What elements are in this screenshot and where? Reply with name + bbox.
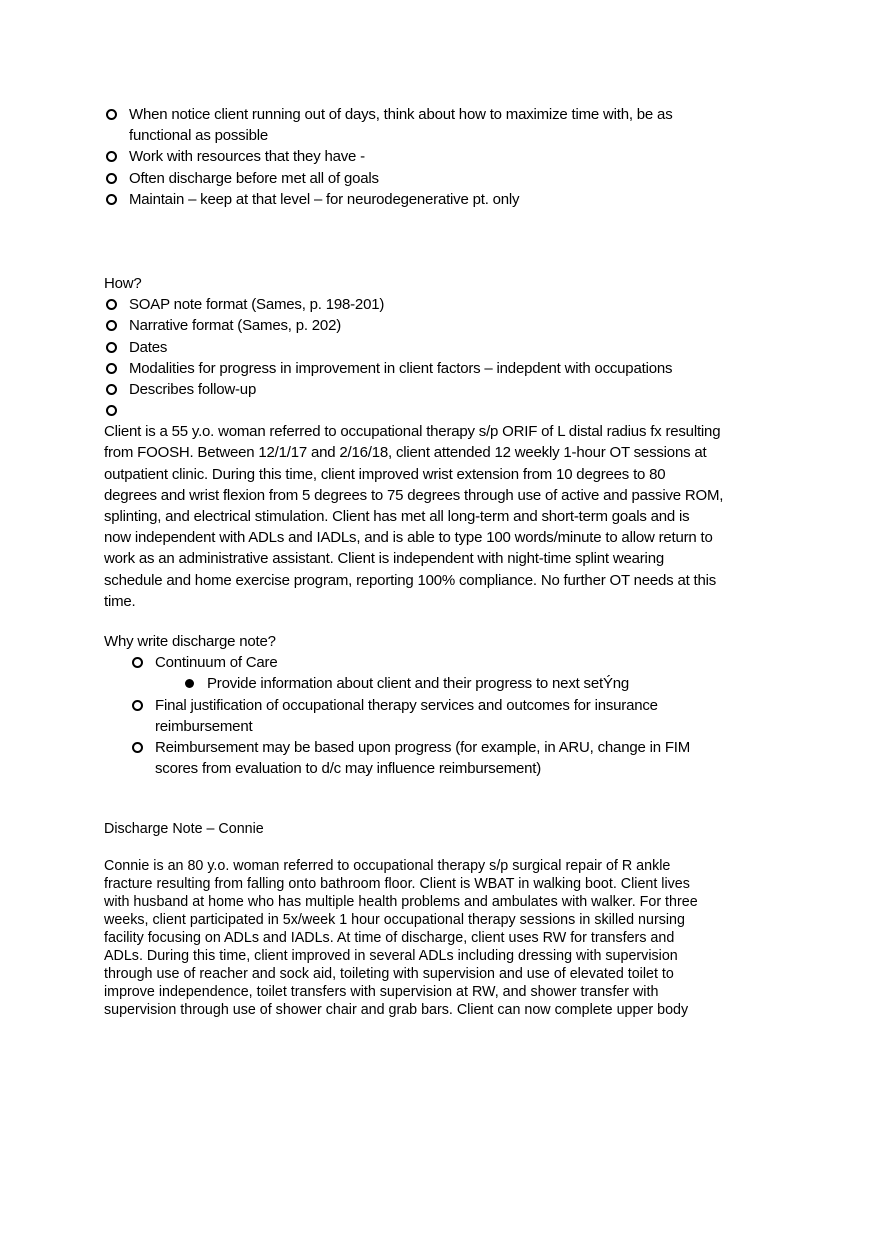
hollow-bullet-icon	[132, 657, 143, 668]
list-item	[104, 104, 673, 125]
bullet-text-continuation: reimbursement	[155, 717, 253, 735]
paragraph-line: supervision through use of shower chair and grab bars. Client can now complete upper body	[104, 1002, 689, 1018]
hollow-bullet-icon	[106, 384, 117, 395]
bullet-text: Narrative format (Sames, p. 202)	[129, 317, 342, 335]
bullet-text: Work with resources that they have -	[129, 148, 365, 166]
list-item	[104, 294, 723, 315]
hollow-bullet-icon	[106, 342, 117, 353]
paragraph-line: now independent with ADLs and IADLs, and is able to type 100 words/minute to allow return to	[104, 529, 713, 547]
paragraph-line: facility focusing on ADLs and IADLs. At time of discharge, client uses RW for transfers and	[104, 930, 675, 946]
hollow-bullet-icon	[106, 405, 117, 416]
hollow-bullet-icon	[106, 299, 117, 310]
paragraph-line: weeks, client participated in 5x/week 1 hour occupational therapy sessions in skilled nursing	[104, 912, 685, 928]
bullet-text: SOAP note format (Sames, p. 198-201)	[129, 296, 385, 314]
filled-bullet-icon	[185, 679, 194, 688]
paragraph-line: outpatient clinic. During this time, client improved wrist extension from 10 degrees to 80	[104, 465, 666, 483]
hollow-bullet-icon	[106, 109, 117, 120]
paragraph-line: Client is a 55 y.o. woman referred to occupational therapy s/p ORIF of L distal radius fx resulting	[104, 423, 721, 441]
paragraph-line: from FOOSH. Between 12/1/17 and 2/16/18, client attended 12 weekly 1-hour OT sessions at	[104, 444, 707, 462]
list-item	[104, 379, 723, 400]
hollow-bullet-icon	[106, 363, 117, 374]
paragraph-line: schedule and home exercise program, reporting 100% compliance. No further OT needs at this	[104, 571, 717, 589]
bullet-text: Describes follow-up	[129, 381, 257, 399]
bullet-text: Provide information about client and their progress to next setÝng	[207, 675, 630, 693]
bullet-text: Modalities for progress in improvement in client factors – indepdent with occupations	[129, 359, 673, 377]
paragraph-line: degrees and wrist flexion from 5 degrees to 75 degrees through use of active and passive ROM,	[104, 486, 724, 504]
hollow-bullet-icon	[106, 320, 117, 331]
paragraph-line: work as an administrative assistant. Client is independent with night-time splint wearing	[104, 550, 664, 568]
client-paragraph	[104, 421, 723, 612]
list-item	[104, 146, 673, 167]
hollow-bullet-icon	[106, 151, 117, 162]
why-section	[104, 631, 690, 779]
bullet-text: Reimbursement may be based upon progress (for example, in ARU, change in FIM	[155, 739, 691, 757]
paragraph-line: with husband at home who has multiple health problems and ambulates with walker. For three	[104, 894, 698, 910]
list-item	[104, 337, 723, 358]
hollow-bullet-icon	[132, 742, 143, 753]
bullet-text: Continuum of Care	[155, 654, 278, 672]
list-item	[104, 737, 690, 758]
connie-section	[104, 820, 698, 1019]
bullet-text: Often discharge before met all of goals	[129, 169, 379, 187]
why-heading: Why write discharge note?	[104, 633, 276, 650]
paragraph-line: ADLs. During this time, client improved in several ADLs including dressing with supervision	[104, 948, 678, 964]
list-item	[104, 695, 690, 716]
bullet-text-continuation: functional as possible	[129, 127, 269, 145]
list-item	[104, 168, 673, 189]
how-heading: How?	[104, 275, 142, 292]
paragraph-line: Connie is an 80 y.o. woman referred to occupational therapy s/p surgical repair of R ankle	[104, 858, 671, 874]
bullet-text-continuation: scores from evaluation to d/c may influence reimbursement)	[155, 760, 542, 778]
paragraph-line: time.	[104, 592, 136, 610]
hollow-bullet-icon	[132, 700, 143, 711]
hollow-bullet-icon	[106, 173, 117, 184]
list-item	[104, 315, 723, 336]
paragraph-line: through use of reacher and sock aid, toileting with supervision and use of elevated toilet to	[104, 966, 674, 982]
bullet-text: Maintain – keep at that level – for neurodegenerative pt. only	[129, 190, 520, 208]
list-item	[104, 358, 723, 379]
list-item	[104, 189, 673, 210]
how-section	[104, 273, 723, 612]
list-item	[104, 652, 690, 673]
paragraph-line: fracture resulting from falling onto bathroom floor. Client is WBAT in walking boot. Client lives	[104, 876, 690, 892]
bullet-text: Final justification of occupational therapy services and outcomes for insurance	[155, 696, 658, 714]
hollow-bullet-icon	[106, 194, 117, 205]
list-item-empty	[104, 400, 723, 421]
paragraph-line: splinting, and electrical stimulation. Client has met all long-term and short-term goals and is	[104, 508, 690, 526]
paragraph-line: improve independence, toilet transfers with supervision at RW, and shower transfer with	[104, 984, 659, 1000]
sub-list-item	[104, 673, 690, 694]
bullet-text: Dates	[129, 338, 168, 356]
bullet-text: When notice client running out of days, think about how to maximize time with, be as	[129, 106, 673, 123]
intro-bullet-list	[104, 104, 673, 210]
discharge-note-title: Discharge Note – Connie	[104, 821, 264, 837]
